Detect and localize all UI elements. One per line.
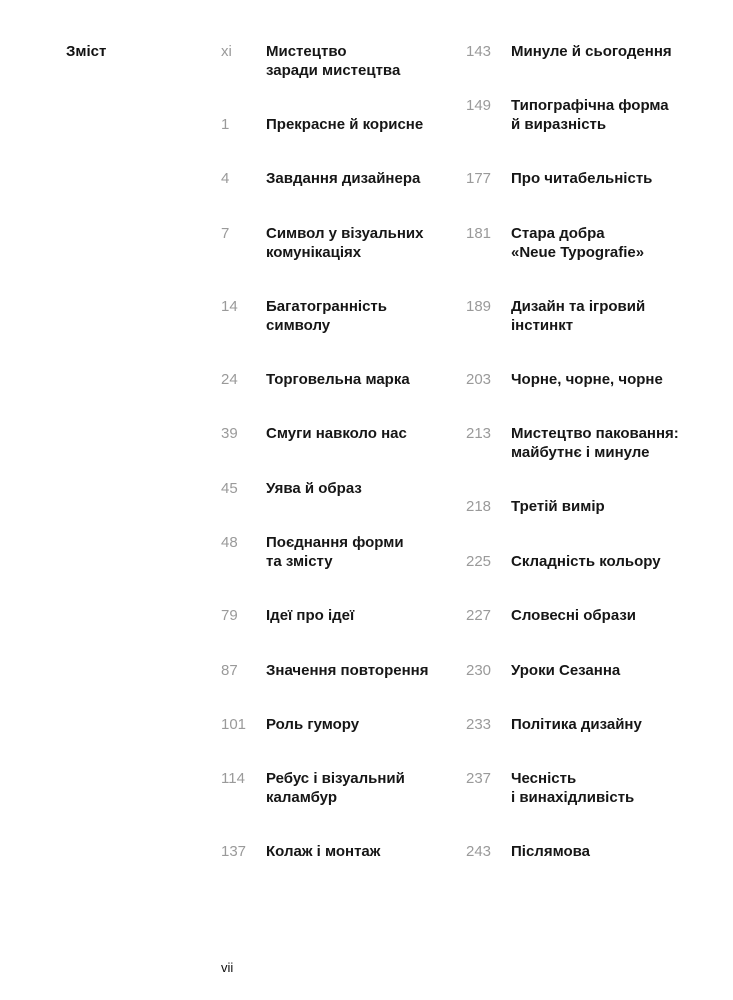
- toc-page-number: 1: [221, 116, 230, 133]
- toc-page-number: 233: [466, 716, 492, 733]
- toc-page-number: 4: [221, 170, 230, 187]
- toc-title: Поєднання форми та змісту: [266, 534, 404, 570]
- toc-title: Уява й образ: [266, 480, 362, 497]
- toc-title: Післямова: [511, 843, 590, 860]
- toc-page-number: 101: [221, 716, 247, 733]
- toc-title: Словесні образи: [511, 607, 637, 624]
- toc-title: Мистецтво заради мистецтва: [266, 43, 401, 79]
- toc-page-number: 137: [221, 843, 247, 860]
- toc-title: Завдання дизайнера: [266, 170, 421, 187]
- toc-title: Роль гумору: [266, 716, 360, 733]
- toc-title: Значення повторення: [266, 662, 429, 679]
- toc-title: Стара добра «Neue Typografie»: [511, 225, 645, 261]
- toc-page-number: 14: [221, 298, 238, 315]
- toc-title: Минуле й сьогодення: [511, 43, 672, 60]
- toc-title: Уроки Сезанна: [511, 662, 621, 679]
- toc-title: Символ у візуальних комунікаціях: [266, 225, 424, 261]
- toc-page-number: 230: [466, 662, 492, 679]
- toc-page-number: 203: [466, 371, 492, 388]
- toc-page-number: 39: [221, 425, 238, 442]
- toc-page-number: 237: [466, 770, 492, 787]
- toc-title: Типографічна форма й виразність: [511, 97, 669, 133]
- toc-page-number: 243: [466, 843, 492, 860]
- toc-title: Політика дизайну: [511, 716, 642, 733]
- toc-page-number: 177: [466, 170, 492, 187]
- toc-title: Смуги навколо нас: [266, 425, 407, 442]
- toc-page-number: 189: [466, 298, 492, 315]
- toc-page-number: 79: [221, 607, 238, 624]
- toc-page-number: 48: [221, 534, 238, 551]
- toc-page-number: 87: [221, 662, 238, 679]
- toc-page-number: 24: [221, 371, 238, 388]
- toc-page-number: 114: [221, 770, 245, 787]
- toc-title: Торговельна марка: [266, 371, 410, 388]
- toc-page-number: xi: [221, 43, 232, 60]
- toc-page-number: 218: [466, 498, 492, 515]
- toc-page-number: 225: [466, 553, 492, 570]
- toc-page-number: 181: [466, 225, 492, 242]
- toc-title: Чесність і винахідливість: [511, 770, 635, 806]
- toc-title: Складність кольору: [511, 553, 661, 570]
- toc-title: Ребус і візуальний каламбур: [266, 770, 405, 806]
- toc-page-number: 227: [466, 607, 492, 624]
- toc-page-number: 149: [466, 97, 492, 114]
- page-number-footer: vii: [221, 960, 234, 975]
- toc-page-number: 7: [221, 225, 230, 242]
- toc-title: Прекрасне й корисне: [266, 116, 424, 133]
- toc-title: Третій вимір: [511, 498, 605, 515]
- toc-title: Колаж і монтаж: [266, 843, 381, 860]
- toc-title: Мистецтво паковання: майбутнє і минуле: [511, 425, 679, 461]
- toc-title: Про читабельність: [511, 170, 653, 187]
- toc-title: Ідеї про ідеї: [266, 607, 355, 624]
- toc-page-number: 45: [221, 480, 238, 497]
- toc-title: Багатогранність символу: [266, 298, 387, 334]
- toc-title: Дизайн та ігровий інстинкт: [511, 298, 646, 334]
- toc-page-number: 213: [466, 425, 492, 442]
- toc-title: Чорне, чорне, чорне: [511, 371, 663, 388]
- toc-heading: Зміст: [66, 43, 107, 60]
- toc-page-number: 143: [466, 43, 492, 60]
